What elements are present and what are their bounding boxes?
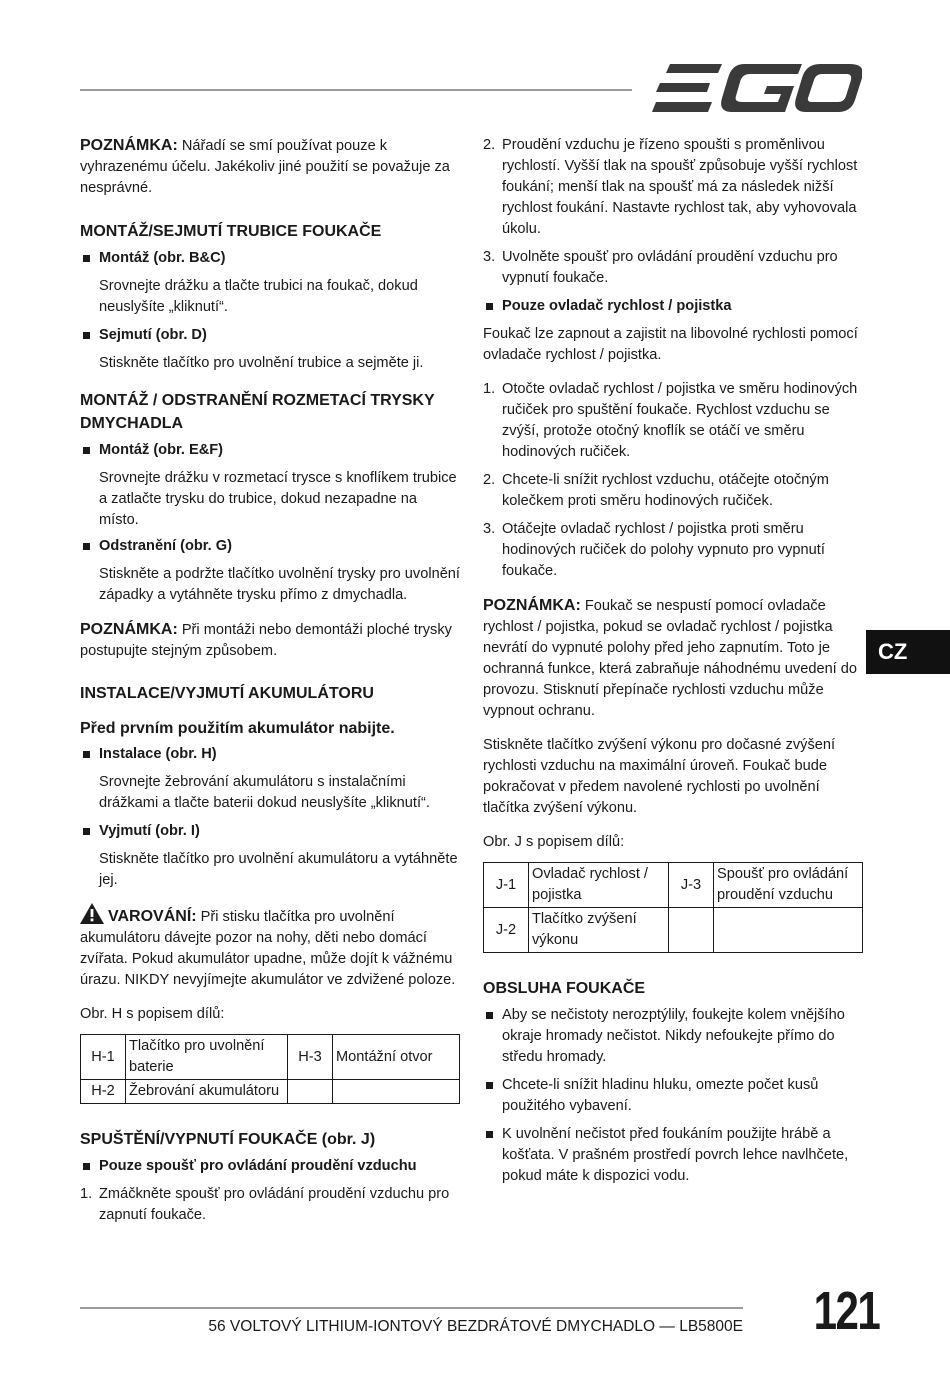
part-code: H-2 bbox=[81, 1080, 126, 1104]
bullet-square-icon bbox=[83, 447, 90, 454]
bullet-tube-remove: Sejmutí (obr. D) bbox=[80, 325, 460, 346]
warning-battery bbox=[80, 903, 460, 991]
speed-step-3: 3. Otáčejte ovladač rychlost / pojistka proti směru hodinových ručiček do polohy vypnuto pro vypnutí foukače. bbox=[483, 521, 825, 579]
bullet-square-icon bbox=[486, 1082, 493, 1089]
bullet-operation-3: K uvolnění nečistot před foukáním použijte hrábě a košťata. V prašném prostředí povrch lehce navlhčete, pokud máte k dispozici vodu. bbox=[483, 1124, 863, 1187]
battery-install-text: Srovnejte žebrování akumulátoru s instalačními drážkami a tlačte baterii dokud neuslyšíte „kliknutí“. bbox=[99, 774, 430, 811]
part-code: J-2 bbox=[484, 908, 529, 953]
tube-mount-text: Srovnejte drážku a tlačte trubici na foukač, dokud neuslyšíte „kliknutí“. bbox=[99, 278, 418, 315]
bullet-battery-remove: Vyjmutí (obr. I) bbox=[80, 821, 460, 842]
part-code: J-1 bbox=[484, 863, 529, 908]
footer-rule bbox=[80, 1307, 743, 1309]
warning-triangle-icon bbox=[80, 903, 104, 924]
nozzle-mount-text: Srovnejte drážku v rozmetací trysce s knoflíkem trubice a zatlačte trysku do trubice, dokud nezapadne na místo. bbox=[99, 470, 457, 528]
bullet-square-icon bbox=[83, 1163, 90, 1170]
note-flat-nozzle bbox=[80, 619, 460, 662]
footer-title: 56 VOLTOVÝ LITHIUM-IONTOVÝ BEZDRÁTOVÉ DMYCHADLO — LB5800E bbox=[208, 1318, 743, 1335]
left-column bbox=[80, 135, 460, 1226]
bullet-square-icon bbox=[486, 1131, 493, 1138]
parts-table-h bbox=[80, 1034, 460, 1104]
note-label: POZNÁMKA: bbox=[483, 597, 581, 614]
bullet-battery-install: Instalace (obr. H) bbox=[80, 744, 460, 765]
warning-text: Při stisku tlačítka pro uvolnění akumulátoru dávejte pozor na nohy, děti nebo domácí zvířata. Pokud akumulátor upadne, může dojít k vážnému úrazu. NIKDY nevyjímejte akumulátor ve zdvižené poloze. bbox=[80, 909, 456, 988]
heading-tube: MONTÁŽ/SEJMUTÍ TRUBICE FOUKAČE bbox=[80, 223, 382, 240]
table-h-caption: Obr. H s popisem dílů: bbox=[80, 1006, 225, 1022]
table-row bbox=[484, 863, 863, 908]
right-column bbox=[483, 135, 863, 1187]
part-code: H-3 bbox=[288, 1035, 333, 1080]
part-code bbox=[669, 908, 714, 953]
part-label: Tlačítko pro uvolnění baterie bbox=[126, 1035, 288, 1080]
heading-operation: OBSLUHA FOUKAČE bbox=[483, 980, 646, 997]
parts-table-j bbox=[483, 862, 863, 953]
bullet-trigger-only: Pouze spoušť pro ovládání proudění vzduchu bbox=[80, 1156, 460, 1177]
part-label bbox=[333, 1080, 460, 1104]
note-label: POZNÁMKA: bbox=[80, 621, 178, 638]
heading-nozzle: MONTÁŽ / ODSTRANĚNÍ ROZMETACÍ TRYSKY DMYCHADLA bbox=[80, 392, 435, 432]
bullet-square-icon bbox=[486, 303, 493, 310]
bullet-tube-mount: Montáž (obr. B&C) bbox=[80, 248, 460, 269]
part-code bbox=[288, 1080, 333, 1104]
note-text: Nářadí se smí používat pouze k vyhrazenému účelu. Jakékoliv jiné použití se považuje za nesprávné. bbox=[80, 138, 450, 196]
table-j-caption: Obr. J s popisem dílů: bbox=[483, 834, 625, 850]
bullet-speed-lock: Pouze ovladač rychlost / pojistka bbox=[483, 296, 863, 317]
note-label: POZNÁMKA: bbox=[80, 137, 178, 154]
part-label: Žebrování akumulátoru bbox=[126, 1080, 288, 1104]
table-row bbox=[81, 1035, 460, 1080]
nozzle-remove-text: Stiskněte a podržte tlačítko uvolnění trysky pro uvolnění západky a vytáhněte trysku přímo z dmychadla. bbox=[99, 566, 460, 603]
bullet-square-icon bbox=[83, 828, 90, 835]
bullet-square-icon bbox=[83, 751, 90, 758]
step-2: 2. Proudění vzduchu je řízeno spoušti s proměnlivou rychlostí. Vyšší tlak na spoušť způsobuje vyšší rychlost foukání; menší tlak na spoušť má za následek nižší rychlost foukání. Nastavte rychlost tak, aby vyhovovala úkolu. bbox=[483, 137, 858, 237]
table-row bbox=[484, 908, 863, 953]
note-text: Foukač se nespustí pomocí ovladače rychlost / pojistka, pokud se ovladač rychlost / pojistka nevrátí do vypnuté polohy před jeho zapnutím. Toto je ochranná funkce, která zabraňuje náhodnému uvedení do provozu. Stisknutí přepínače rychlosti vzduchu může vypnout ochranu. bbox=[483, 598, 858, 719]
page-number: 121 bbox=[813, 1281, 880, 1341]
bullet-square-icon bbox=[83, 255, 90, 262]
note-usage bbox=[80, 135, 460, 199]
bullet-nozzle-remove: Odstranění (obr. G) bbox=[80, 536, 460, 557]
speed-step-2: 2. Chcete-li snížit rychlost vzduchu, otáčejte otočným kolečkem proti směru hodinových ručiček. bbox=[483, 472, 829, 509]
bullet-nozzle-mount: Montáž (obr. E&F) bbox=[80, 440, 460, 461]
heading-battery: INSTALACE/VYJMUTÍ AKUMULÁTORU bbox=[80, 685, 374, 702]
ego-logo bbox=[652, 62, 862, 114]
warning-label: VAROVÁNÍ: bbox=[108, 908, 197, 925]
part-label: Montážní otvor bbox=[333, 1035, 460, 1080]
bullet-square-icon bbox=[83, 332, 90, 339]
bullet-operation-1: Aby se nečistoty nerozptýlily, foukejte kolem vnějšího okraje hromady nečistot. Nikdy nefoukejte přímo do středu hromady. bbox=[483, 1005, 863, 1068]
note-speed-lock bbox=[483, 595, 863, 722]
part-label: Ovladač rychlost / pojistka bbox=[529, 863, 669, 908]
header-rule bbox=[80, 89, 632, 91]
boost-text: Stiskněte tlačítko zvýšení výkonu pro dočasné zvýšení rychlosti vzduchu na maximální úroveň. Foukač bude pokračovat v předem navolené rychlosti po uvolnění tlačítka zvýšení výkonu. bbox=[483, 737, 836, 816]
tube-remove-text: Stiskněte tlačítko pro uvolnění trubice a sejměte ji. bbox=[99, 355, 424, 371]
bullet-square-icon bbox=[83, 543, 90, 550]
note-text: Při montáži nebo demontáži ploché trysky postupujte stejným způsobem. bbox=[80, 622, 452, 659]
speed-step-1: 1. Otočte ovladač rychlost / pojistka ve směru hodinových ručiček pro spuštění foukače. Rychlost vzduchu se zvýší, protože otočný knoflík se otáčí ve směru hodinových ručiček. bbox=[483, 381, 858, 460]
battery-charge-note: Před prvním použitím akumulátor nabijte. bbox=[80, 720, 395, 737]
battery-remove-text: Stiskněte tlačítko pro uvolnění akumulátoru a vytáhněte jej. bbox=[99, 851, 458, 888]
part-label: Spoušť pro ovládání proudění vzduchu bbox=[714, 863, 863, 908]
language-tab: CZ bbox=[866, 630, 950, 674]
bullet-operation-2: Chcete-li snížit hladinu hluku, omezte počet kusů použitého vybavení. bbox=[483, 1075, 863, 1117]
table-row bbox=[81, 1080, 460, 1104]
part-label bbox=[714, 908, 863, 953]
heading-start-stop: SPUŠTĚNÍ/VYPNUTÍ FOUKAČE (obr. J) bbox=[80, 1131, 376, 1148]
bullet-square-icon bbox=[486, 1012, 493, 1019]
step-3: 3. Uvolněte spoušť pro ovládání proudění vzduchu pro vypnutí foukače. bbox=[483, 249, 838, 286]
step-1: 1. Zmáčkněte spoušť pro ovládání proudění vzduchu pro zapnutí foukače. bbox=[80, 1186, 450, 1223]
part-code: H-1 bbox=[81, 1035, 126, 1080]
part-label: Tlačítko zvýšení výkonu bbox=[529, 908, 669, 953]
part-code: J-3 bbox=[669, 863, 714, 908]
speed-lock-text: Foukač lze zapnout a zajistit na libovolné rychlosti pomocí ovladače rychlost / pojistka. bbox=[483, 326, 858, 363]
